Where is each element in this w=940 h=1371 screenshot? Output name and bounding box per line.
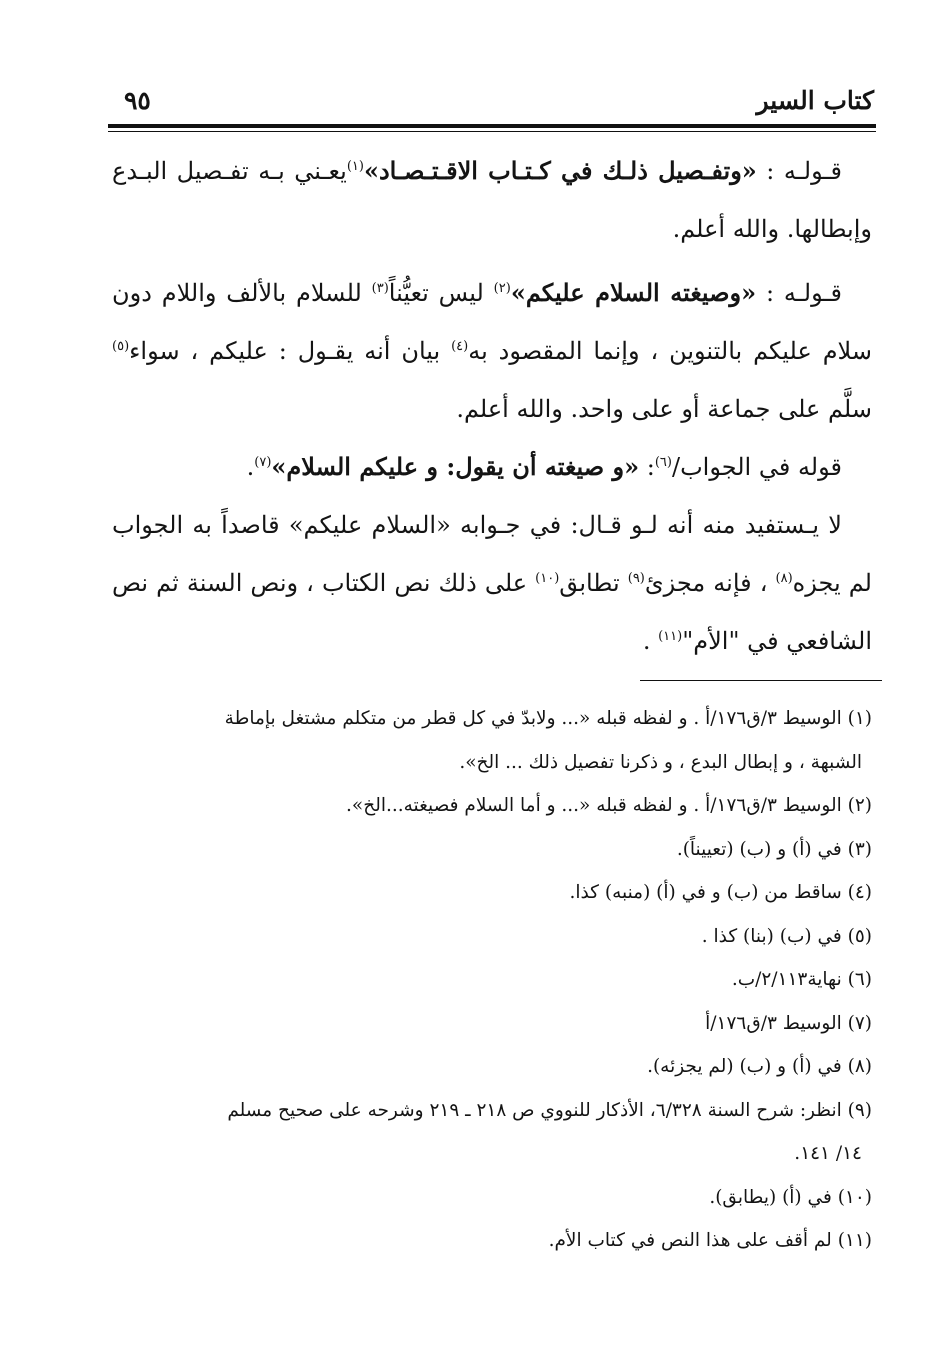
paragraph-2-text-b: للسلام بالألف واللام دون سلام عليكم بالتنوين ، وإنما المقصود به — [112, 279, 872, 365]
book-title: كتاب السير — [756, 86, 874, 115]
footnote-number: (١٠) — [837, 1186, 872, 1208]
paragraph-4 — [112, 496, 872, 670]
footnote-ref-7: (٧) — [254, 455, 272, 470]
footnote-6 — [112, 958, 872, 1002]
footnote-text: ساقط من (ب) و في (أ) (منبه) كذا. — [569, 882, 842, 903]
paragraph-2-prefix: قـولـه : — [756, 279, 842, 307]
paragraph-2-text-a: ليس تعيُّناً — [388, 279, 494, 307]
footnote-text: انظر: شرح السنة ٦/٣٢٨، الأذكار للنووي ص ٢١٨ ـ ٢١٩ وشرحه على صحيح مسلم — [227, 1099, 842, 1121]
footnote-9-continued: ١٤/ ١٤١. — [794, 1143, 862, 1164]
footnote-text: لم أقف على هذا النص في كتاب الأم. — [548, 1230, 832, 1251]
footnote-ref-1: (١) — [346, 159, 364, 174]
paragraph-4-end: . — [642, 627, 659, 655]
footnote-ref-11: (١١) — [658, 629, 683, 644]
paragraph-2 — [112, 264, 872, 438]
footnote-separator — [640, 680, 882, 681]
footnote-ref-6: (٦) — [654, 455, 672, 470]
footnote-text: الوسيط ٣/ق١٧٦/أ — [705, 1012, 842, 1034]
footnote-ref-3: (٣) — [371, 281, 389, 296]
footnote-text: في (أ) و (ب) (لم يجزئه). — [647, 1056, 842, 1077]
footnote-number: (٦) — [847, 969, 872, 990]
footnote-8 — [112, 1045, 872, 1089]
footnote-3 — [112, 828, 872, 872]
main-text — [112, 142, 872, 670]
paragraph-4-text-a: لا يـستفيد منه أنه لـو قـال: في جـوابه «السلام عليكم» قاصداً به الجواب لم يجزه — [112, 511, 872, 597]
footnote-text: نهاية٢/١١٣/ب. — [731, 969, 842, 990]
footnote-text: في (ب) (بنا) كذا . — [701, 925, 842, 947]
footnote-5 — [112, 915, 872, 959]
footnote-11 — [112, 1219, 872, 1263]
footnote-text: الوسيط ٣/ق١٧٦/أ . و لفظه قبله «... ولابدّ في كل قطر من متكلم مشتغل بإماطة — [224, 708, 842, 729]
footnote-ref-4: (٤) — [451, 339, 469, 354]
paragraph-2-text-d: سلَّم على جماعة أو على واحد. والله أعلم. — [456, 395, 872, 423]
footnote-1-continued: الشبهة ، و إبطال البدع ، و ذكرنا تفصيل ذلك ... الخ». — [459, 751, 862, 773]
footnote-9 — [112, 1089, 872, 1133]
footnote-number: (٥) — [847, 925, 872, 947]
footnote-number: (٣) — [847, 838, 872, 860]
paragraph-1 — [112, 142, 872, 258]
footnote-2 — [112, 784, 872, 828]
footnote-ref-5: (٥) — [112, 339, 130, 354]
paragraph-3-colon: : — [639, 453, 655, 481]
page-number: ٩٥ — [124, 86, 151, 115]
paragraph-4-text-d: على ذلك نص الكتاب ، ونص السنة ثم نص الشافعي في "الأم" — [112, 569, 872, 655]
footnote-ref-8: (٨) — [775, 571, 793, 586]
footnote-number: (١) — [847, 708, 872, 729]
footnote-number: (٩) — [847, 1099, 872, 1121]
paragraph-3-prefix: قوله في الجواب/ — [671, 453, 842, 481]
paragraph-4-text-c: تطابق — [559, 569, 628, 597]
footnotes — [112, 697, 872, 1263]
footnote-ref-2: (٢) — [493, 281, 511, 296]
paragraph-1-prefix: قـولـه : — [756, 157, 842, 185]
running-header — [110, 86, 874, 126]
footnote-text: الوسيط ٣/ق١٧٦/أ . و لفظه قبله «... و أما السلام فصيغته...الخ». — [346, 795, 842, 816]
footnote-number: (٨) — [847, 1056, 872, 1077]
header-rule-thick — [108, 124, 876, 128]
footnote-number: (٧) — [847, 1012, 872, 1034]
footnote-number: (٢) — [847, 795, 872, 816]
paragraph-3-quote: «و صيغته أن يقول: و عليكم السلام» — [271, 452, 640, 481]
paragraph-3 — [112, 438, 872, 496]
paragraph-2-quote: «وصيغته السلام عليكم» — [510, 278, 757, 307]
header-rule-thin — [108, 131, 876, 132]
footnote-text: في (أ) و (ب) (تعييناً). — [676, 838, 842, 860]
footnote-text: في (أ) (يطابق). — [709, 1186, 832, 1208]
footnote-ref-9: (٩) — [627, 571, 645, 586]
footnote-10 — [112, 1176, 872, 1220]
footnote-1 — [112, 697, 872, 741]
paragraph-2-text-c: بيان أنه يقـول : عليكم ، سواء — [129, 337, 452, 365]
footnote-number: (٤) — [847, 882, 872, 903]
paragraph-3-end: . — [246, 453, 255, 481]
paragraph-1-quote: «وتفـصيل ذلـك في كـتـاب الاقـتـصـاد» — [363, 156, 757, 185]
footnote-7 — [112, 1002, 872, 1046]
paragraph-1-text: يعـني بـه تفـصيل البـدع وإبطالها. والله أعلم. — [112, 157, 872, 243]
footnote-4 — [112, 871, 872, 915]
footnote-ref-10: (١٠) — [535, 571, 560, 586]
paragraph-4-text-b: ، فإنه مجزئ — [644, 569, 776, 597]
footnote-number: (١١) — [837, 1230, 872, 1251]
